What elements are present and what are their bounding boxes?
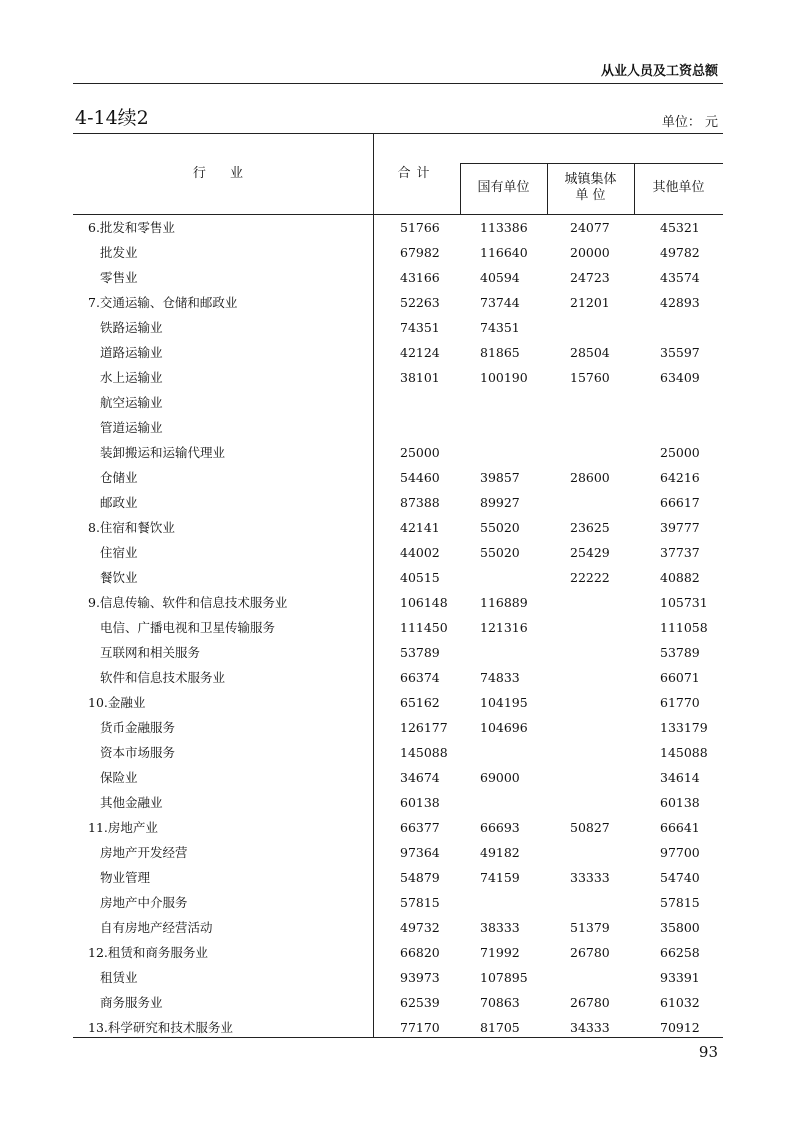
other-units-cell: 66071 xyxy=(660,670,700,685)
state-owned-cell: 81865 xyxy=(480,345,520,360)
other-units-cell: 61770 xyxy=(660,695,700,710)
urban-collective-cell: 28504 xyxy=(570,345,610,360)
industry-cell: 互联网和相关服务 xyxy=(100,645,201,660)
other-units-cell: 34614 xyxy=(660,770,700,785)
state-owned-cell: 121316 xyxy=(480,620,528,635)
state-owned-cell: 49182 xyxy=(480,845,520,860)
state-owned-cell: 55020 xyxy=(480,545,520,560)
state-owned-cell: 55020 xyxy=(480,520,520,535)
header-rule xyxy=(73,83,723,84)
industry-cell: 仓储业 xyxy=(100,470,138,485)
other-units-cell: 54740 xyxy=(660,870,700,885)
total-cell: 87388 xyxy=(400,495,440,510)
state-owned-cell: 39857 xyxy=(480,470,520,485)
state-owned-cell: 74351 xyxy=(480,320,520,335)
industry-cell: 房地产开发经营 xyxy=(100,845,188,860)
industry-cell: 13.科学研究和技术服务业 xyxy=(88,1020,233,1035)
total-cell: 126177 xyxy=(400,720,448,735)
other-units-cell: 66641 xyxy=(660,820,700,835)
state-owned-cell: 40594 xyxy=(480,270,520,285)
industry-cell: 管道运输业 xyxy=(100,420,163,435)
total-cell: 62539 xyxy=(400,995,440,1010)
industry-cell: 8.住宿和餐饮业 xyxy=(88,520,175,535)
table-row xyxy=(73,816,723,840)
industry-cell: 铁路运输业 xyxy=(100,320,163,335)
urban-collective-cell: 26780 xyxy=(570,995,610,1010)
urban-collective-cell: 50827 xyxy=(570,820,610,835)
table-row xyxy=(73,491,723,515)
table-row xyxy=(73,316,723,340)
industry-cell: 物业管理 xyxy=(100,870,151,885)
industry-cell: 餐饮业 xyxy=(100,570,138,585)
industry-cell: 装卸搬运和运输代理业 xyxy=(100,445,226,460)
other-units-cell: 39777 xyxy=(660,520,700,535)
urban-collective-cell: 33333 xyxy=(570,870,610,885)
industry-cell: 住宿业 xyxy=(100,545,138,560)
other-units-cell: 60138 xyxy=(660,795,700,810)
page-number: 93 xyxy=(698,1043,718,1061)
unit-label: 单位： 元 xyxy=(661,115,718,130)
total-cell: 43166 xyxy=(400,270,440,285)
urban-collective-cell: 28600 xyxy=(570,470,610,485)
urban-collective-cell: 25429 xyxy=(570,545,610,560)
table-row xyxy=(73,291,723,315)
table-row xyxy=(73,991,723,1015)
industry-cell: 6.批发和零售业 xyxy=(88,220,175,235)
industry-cell: 航空运输业 xyxy=(100,395,163,410)
industry-cell: 租赁业 xyxy=(100,970,138,985)
other-units-cell: 66258 xyxy=(660,945,700,960)
other-units-cell: 49782 xyxy=(660,245,700,260)
total-cell: 40515 xyxy=(400,570,440,585)
other-units-cell: 42893 xyxy=(660,295,700,310)
urban-collective-cell: 22222 xyxy=(570,570,610,585)
industry-cell: 其他金融业 xyxy=(100,795,163,810)
state-owned-cell: 66693 xyxy=(480,820,520,835)
table-row xyxy=(73,466,723,490)
industry-cell: 货币金融服务 xyxy=(100,720,176,735)
table-row xyxy=(73,616,723,640)
total-cell: 93973 xyxy=(400,970,440,985)
state-owned-cell: 74159 xyxy=(480,870,520,885)
total-cell: 111450 xyxy=(400,620,448,635)
other-units-cell: 66617 xyxy=(660,495,700,510)
other-units-cell: 63409 xyxy=(660,370,700,385)
total-cell: 38101 xyxy=(400,370,440,385)
industry-cell: 批发业 xyxy=(100,245,138,260)
table-row xyxy=(73,1016,723,1040)
table-row xyxy=(73,391,723,415)
urban-collective-cell: 26780 xyxy=(570,945,610,960)
total-cell: 145088 xyxy=(400,745,448,760)
industry-cell: 道路运输业 xyxy=(100,345,163,360)
total-cell: 65162 xyxy=(400,695,440,710)
table-row xyxy=(73,416,723,440)
industry-cell: 资本市场服务 xyxy=(100,745,176,760)
table-row xyxy=(73,591,723,615)
state-owned-cell: 104696 xyxy=(480,720,528,735)
other-units-cell: 97700 xyxy=(660,845,700,860)
state-owned-cell: 116640 xyxy=(480,245,528,260)
total-cell: 25000 xyxy=(400,445,440,460)
total-cell: 74351 xyxy=(400,320,440,335)
total-cell: 66377 xyxy=(400,820,440,835)
other-units-cell: 43574 xyxy=(660,270,700,285)
total-cell: 44002 xyxy=(400,545,440,560)
industry-cell: 11.房地产业 xyxy=(88,820,158,835)
other-units-cell: 35597 xyxy=(660,345,700,360)
state-owned-cell: 70863 xyxy=(480,995,520,1010)
column-header-state-owned: 国有单位 xyxy=(477,180,530,195)
urban-collective-cell: 15760 xyxy=(570,370,610,385)
total-cell: 106148 xyxy=(400,595,448,610)
table-row xyxy=(73,741,723,765)
other-units-cell: 111058 xyxy=(660,620,708,635)
state-owned-cell: 89927 xyxy=(480,495,520,510)
urban-collective-cell: 23625 xyxy=(570,520,610,535)
total-cell: 60138 xyxy=(400,795,440,810)
column-header-collective-line1: 城镇集体 xyxy=(564,172,617,187)
industry-cell: 商务服务业 xyxy=(100,995,163,1010)
other-units-cell: 45321 xyxy=(660,220,700,235)
other-units-cell: 93391 xyxy=(660,970,700,985)
table-row xyxy=(73,241,723,265)
other-units-cell: 53789 xyxy=(660,645,700,660)
column-header-other: 其他单位 xyxy=(652,180,705,195)
total-cell: 66820 xyxy=(400,945,440,960)
table-row xyxy=(73,641,723,665)
total-cell: 34674 xyxy=(400,770,440,785)
state-owned-cell: 104195 xyxy=(480,695,528,710)
total-cell: 54879 xyxy=(400,870,440,885)
table-row xyxy=(73,541,723,565)
other-units-cell: 145088 xyxy=(660,745,708,760)
table-row xyxy=(73,716,723,740)
other-units-cell: 35800 xyxy=(660,920,700,935)
table-row xyxy=(73,941,723,965)
industry-cell: 9.信息传输、软件和信息技术服务业 xyxy=(88,595,288,610)
industry-cell: 零售业 xyxy=(100,270,138,285)
industry-cell: 邮政业 xyxy=(100,495,138,510)
table-row xyxy=(73,966,723,990)
total-cell: 42124 xyxy=(400,345,440,360)
table-row xyxy=(73,866,723,890)
industry-cell: 电信、广播电视和卫星传输服务 xyxy=(100,620,276,635)
table-row xyxy=(73,366,723,390)
table-row xyxy=(73,766,723,790)
state-owned-cell: 113386 xyxy=(480,220,528,235)
urban-collective-cell: 34333 xyxy=(570,1020,610,1035)
state-owned-cell: 38333 xyxy=(480,920,520,935)
column-header-collective-line2: 单 位 xyxy=(575,188,606,203)
industry-cell: 水上运输业 xyxy=(100,370,163,385)
state-owned-cell: 81705 xyxy=(480,1020,520,1035)
other-units-cell: 37737 xyxy=(660,545,700,560)
other-units-cell: 70912 xyxy=(660,1020,700,1035)
state-owned-cell: 116889 xyxy=(480,595,528,610)
industry-cell: 12.租赁和商务服务业 xyxy=(88,945,208,960)
column-header-total: 合计 xyxy=(397,166,436,181)
other-units-cell: 57815 xyxy=(660,895,700,910)
industry-cell: 软件和信息技术服务业 xyxy=(100,670,226,685)
total-cell: 54460 xyxy=(400,470,440,485)
table-row xyxy=(73,566,723,590)
running-title: 从业人员及工资总额 xyxy=(600,64,718,79)
industry-cell: 保险业 xyxy=(100,770,138,785)
state-owned-cell: 107895 xyxy=(480,970,528,985)
state-owned-cell: 71992 xyxy=(480,945,520,960)
table-row xyxy=(73,216,723,240)
industry-cell: 7.交通运输、仓储和邮政业 xyxy=(88,295,238,310)
urban-collective-cell: 51379 xyxy=(570,920,610,935)
other-units-cell: 61032 xyxy=(660,995,700,1010)
table-row xyxy=(73,891,723,915)
other-units-cell: 105731 xyxy=(660,595,708,610)
total-cell: 77170 xyxy=(400,1020,440,1035)
industry-cell: 房地产中介服务 xyxy=(100,895,188,910)
urban-collective-cell: 20000 xyxy=(570,245,610,260)
state-owned-cell: 69000 xyxy=(480,770,520,785)
total-cell: 66374 xyxy=(400,670,440,685)
table-row xyxy=(73,791,723,815)
table-row xyxy=(73,841,723,865)
total-cell: 67982 xyxy=(400,245,440,260)
industry-cell: 自有房地产经营活动 xyxy=(100,920,213,935)
table-row xyxy=(73,666,723,690)
total-cell: 42141 xyxy=(400,520,440,535)
column-header-urban-collective xyxy=(547,172,634,204)
total-cell: 51766 xyxy=(400,220,440,235)
urban-collective-cell: 24723 xyxy=(570,270,610,285)
other-units-cell: 25000 xyxy=(660,445,700,460)
other-units-cell: 64216 xyxy=(660,470,700,485)
other-units-cell: 133179 xyxy=(660,720,708,735)
table-row xyxy=(73,341,723,365)
header-separator xyxy=(73,214,723,215)
industry-cell: 10.金融业 xyxy=(88,695,146,710)
state-owned-cell: 73744 xyxy=(480,295,520,310)
table-row xyxy=(73,691,723,715)
table-row xyxy=(73,441,723,465)
urban-collective-cell: 24077 xyxy=(570,220,610,235)
state-owned-cell: 74833 xyxy=(480,670,520,685)
wage-table xyxy=(73,133,723,1038)
urban-collective-cell: 21201 xyxy=(570,295,610,310)
total-cell: 97364 xyxy=(400,845,440,860)
total-cell: 49732 xyxy=(400,920,440,935)
total-cell: 53789 xyxy=(400,645,440,660)
subheader-rule xyxy=(460,163,723,164)
column-header-industry: 行 业 xyxy=(192,166,254,181)
table-row xyxy=(73,516,723,540)
total-cell: 52263 xyxy=(400,295,440,310)
state-owned-cell: 100190 xyxy=(480,370,528,385)
total-cell: 57815 xyxy=(400,895,440,910)
table-row xyxy=(73,266,723,290)
table-id: 4-14续2 xyxy=(75,107,149,129)
table-row xyxy=(73,916,723,940)
other-units-cell: 40882 xyxy=(660,570,700,585)
